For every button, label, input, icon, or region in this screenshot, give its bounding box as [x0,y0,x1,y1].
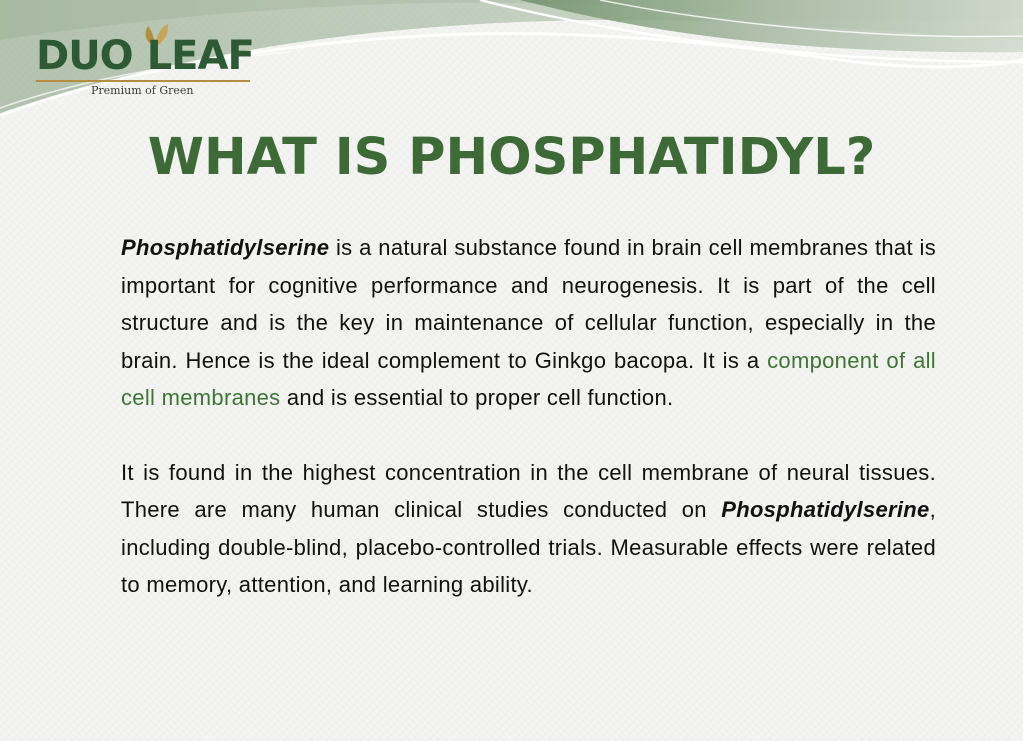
brand-name-part1: DUO [36,33,133,79]
logo-underline [36,80,250,82]
brand-tagline: Premium of Green [91,84,194,97]
term-phosphatidylserine-2: Phosphatidylserine [721,497,930,522]
term-phosphatidylserine: Phosphatidylserine [121,235,330,260]
paragraph-2-text-a: It is found in the highest concentration in the cell membrane of neural tissues. There are many human clinical studies conducted on [121,459,936,522]
brand-name [36,33,254,79]
brand-logo[interactable] [36,22,256,102]
paragraph-2 [121,454,936,604]
paragraph-1-text-a: is a natural substance found in brain cell membranes that is important for cognitive performance and neurogenesis. It is part of the cell structure and is the key in maintenance of cellular function, especially in the brain. Hence is the ideal complement to Ginkgo bacopa. It is a [121,235,936,373]
paragraph-2-text-b: , including double-blind, placebo-controlled trials. Measurable effects were related to memory, attention, and learning ability. [121,497,936,597]
body-content [121,229,936,604]
brand-name-part2: LEAF [146,33,254,79]
page-title: WHAT IS PHOSPHATIDYL? [147,128,876,187]
highlight-cell-membranes: component of all cell membranes [121,347,936,410]
paragraph-1 [121,229,936,417]
paragraph-1-text-b: and is essential to proper cell function. [280,385,674,410]
